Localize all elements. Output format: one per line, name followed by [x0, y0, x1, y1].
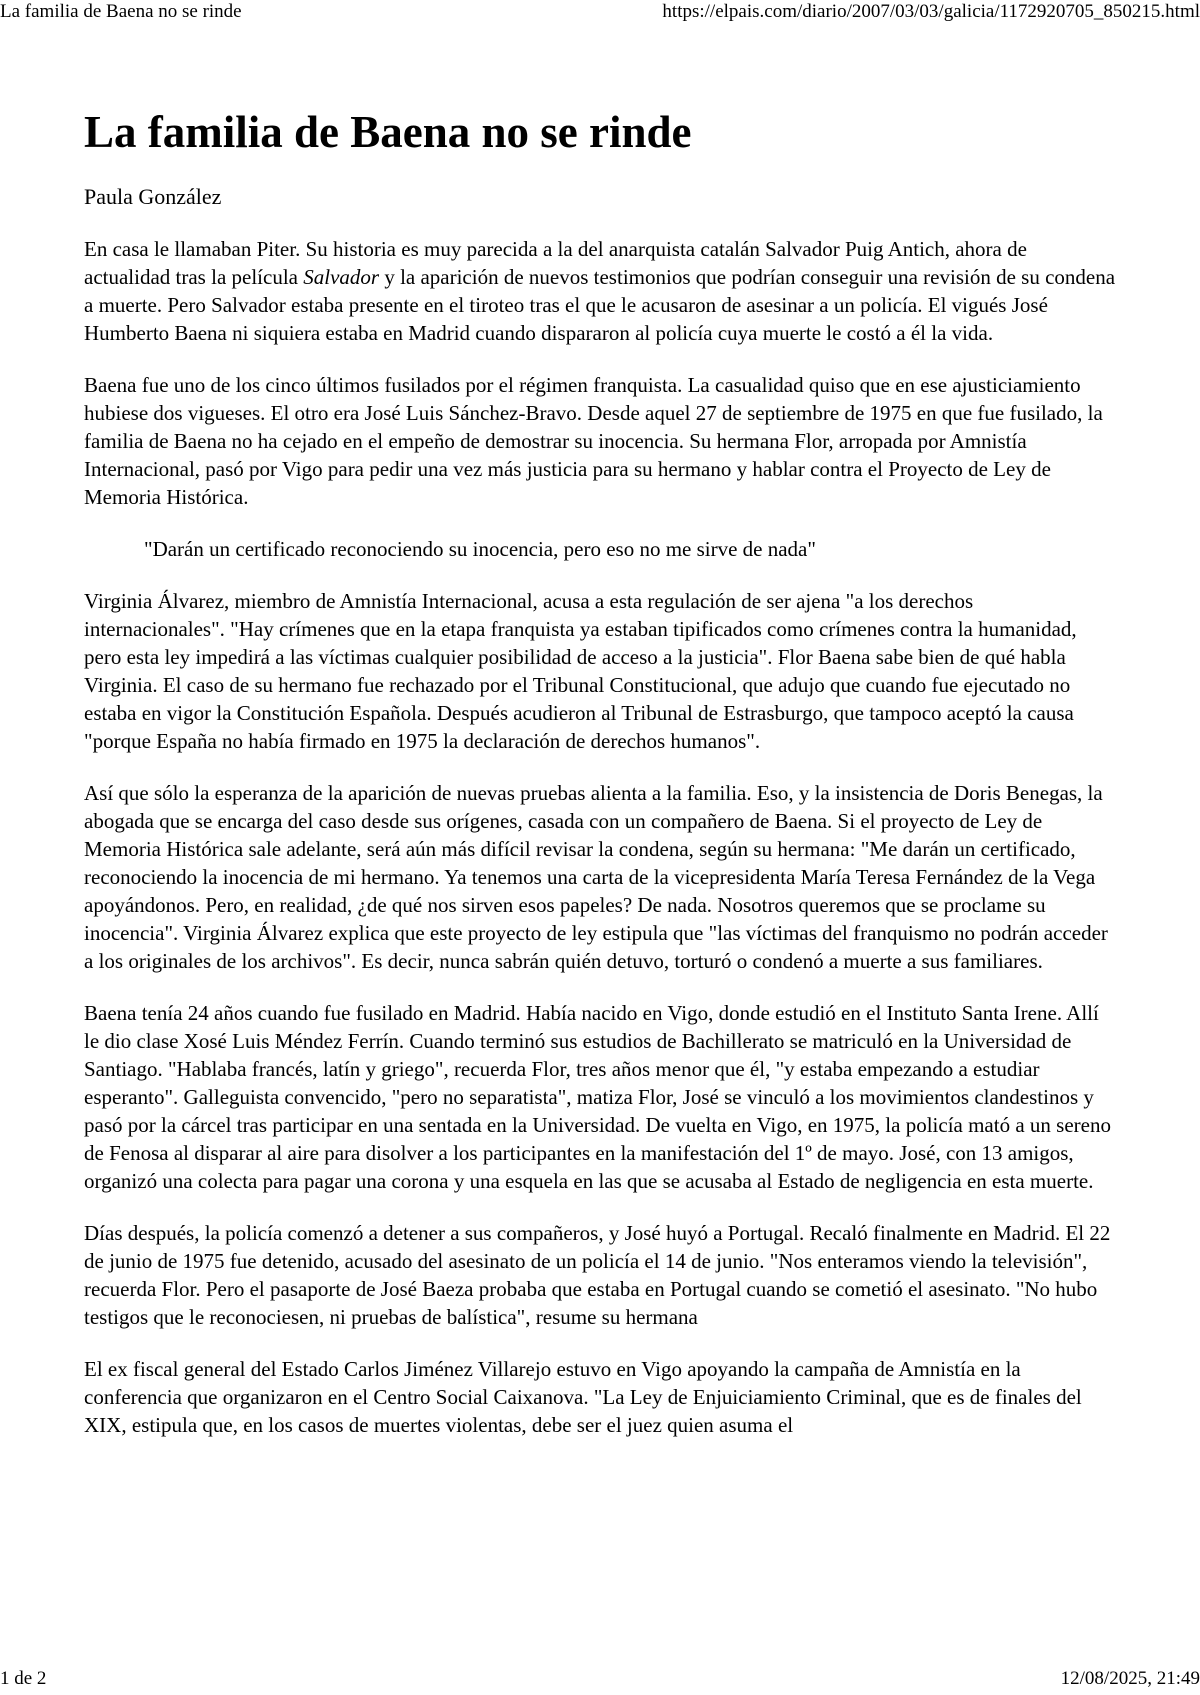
- header-page-title: La familia de Baena no se rinde: [0, 1, 242, 22]
- film-title: Salvador: [303, 265, 380, 289]
- paragraph-1-part-b: y la aparición de nuevos testimonios que podrían conseguir una revisión de su condena a muerte. Pero Salvador estaba presente en el tiroteo tras el que le acusaron de asesinar a un policía. El vigués José Humberto Baena ni siquiera estaba en Madrid cuando dispararon al policía cuya muerte le costó a él la vida.: [84, 265, 1116, 345]
- paragraph-5: Baena tenía 24 años cuando fue fusilado en Madrid. Había nacido en Vigo, donde estudió en el Instituto Santa Irene. Allí le dio clase Xosé Luis Méndez Ferrín. Cuando terminó sus estudios de Bachillerato se matriculó en la Universidad de Santiago. "Hablaba francés, latín y griego", recuerda Flor, tres años menor que él, "y estaba empezando a estudiar esperanto". Galleguista convencido, "pero no separatista", matiza Flor, José se vinculó a los movimientos clandestinos y pasó por la cárcel tras participar en una sentada en la Universidad. De vuelta en Vigo, en 1975, la policía mató a un sereno de Fenosa al disparar al aire para disolver a los participantes en la manifestación del 1º de mayo. José, con 13 amigos, organizó una colecta para pagar una corona y una esquela en las que se acusaba al Estado de negligencia en esta muerte.: [84, 1001, 1111, 1193]
- article: [84, 100, 1116, 1439]
- paragraph-2: Baena fue uno de los cinco últimos fusilados por el régimen franquista. La casualidad quiso que en ese ajusticiamiento hubiese dos vigueses. El otro era José Luis Sánchez-Bravo. Desde aquel 27 de septiembre de 1975 en que fue fusilado, la familia de Baena no ha cejado en el empeño de demostrar su inocencia. Su hermana Flor, arropada por Amnistía Internacional, pasó por Vigo para pedir una vez más justicia para su hermano y hablar contra el Proyecto de Ley de Memoria Histórica.: [84, 373, 1103, 509]
- paragraph-6: Días después, la policía comenzó a detener a sus compañeros, y José huyó a Portugal. Recaló finalmente en Madrid. El 22 de junio de 1975 fue detenido, acusado del asesinato de un policía el 14 de junio. "Nos enteramos viendo la televisión", recuerda Flor. Pero el pasaporte de José Baeza probaba que estaba en Portugal cuando se cometió el asesinato. "No hubo testigos que le reconociesen, ni pruebas de balística", resume su hermana: [84, 1221, 1111, 1329]
- header-url: https://elpais.com/diario/2007/03/03/galicia/1172920705_850215.html: [662, 1, 1200, 22]
- print-footer: [0, 1667, 1200, 1693]
- article-author: Paula González: [84, 184, 222, 209]
- pull-quote: "Darán un certificado reconociendo su inocencia, pero eso no me sirve de nada": [144, 537, 816, 561]
- paragraph-1: [84, 235, 1116, 347]
- article-body: [84, 235, 1116, 1439]
- print-header: [0, 0, 1200, 26]
- footer-datetime: 12/08/2025, 21:49: [1060, 1668, 1200, 1689]
- paragraph-3: Virginia Álvarez, miembro de Amnistía Internacional, acusa a esta regulación de ser ajena "a los derechos internacionales". "Hay crímenes que en la etapa franquista ya estaban tipificados como crímenes contra la humanidad, pero esta ley impedirá a las víctimas cualquier posibilidad de acceso a la justicia". Flor Baena sabe bien de qué habla Virginia. El caso de su hermano fue rechazado por el Tribunal Constitucional, que adujo que cuando fue ejecutado no estaba en vigor la Constitución Española. Después acudieron al Tribunal de Estrasburgo, que tampoco aceptó la causa "porque España no había firmado en 1975 la declaración de derechos humanos".: [84, 589, 1077, 753]
- footer-page-number: 1 de 2: [0, 1668, 47, 1689]
- paragraph-7: El ex fiscal general del Estado Carlos Jiménez Villarejo estuvo en Vigo apoyando la campaña de Amnistía en la conferencia que organizaron en el Centro Social Caixanova. "La Ley de Enjuiciamiento Criminal, que es de finales del XIX, estipula que, en los casos de muertes violentas, debe ser el juez quien asuma el: [84, 1357, 1082, 1437]
- paragraph-1-part-a: En casa le llamaban Piter. Su historia es muy parecida a la del anarquista catalán Salvador Puig Antich, ahora de actualidad tras la película: [84, 237, 1027, 289]
- article-title: La familia de Baena no se rinde: [84, 107, 692, 157]
- paragraph-4: Así que sólo la esperanza de la aparición de nuevas pruebas alienta a la familia. Eso, y la insistencia de Doris Benegas, la abogada que se encarga del caso desde sus orígenes, casada con un compañero de Baena. Si el proyecto de Ley de Memoria Histórica sale adelante, será aún más difícil revisar la condena, según su hermana: "Me darán un certificado, reconociendo la inocencia de mi hermano. Ya tenemos una carta de la vicepresidenta María Teresa Fernández de la Vega apoyándonos. Pero, en realidad, ¿de qué nos sirven esos papeles? De nada. Nosotros queremos que se proclame su inocencia". Virginia Álvarez explica que este proyecto de ley estipula que "las víctimas del franquismo no podrán acceder a los originales de los archivos". Es decir, nunca sabrán quién detuvo, torturó o condenó a muerte a sus familiares.: [84, 781, 1108, 973]
